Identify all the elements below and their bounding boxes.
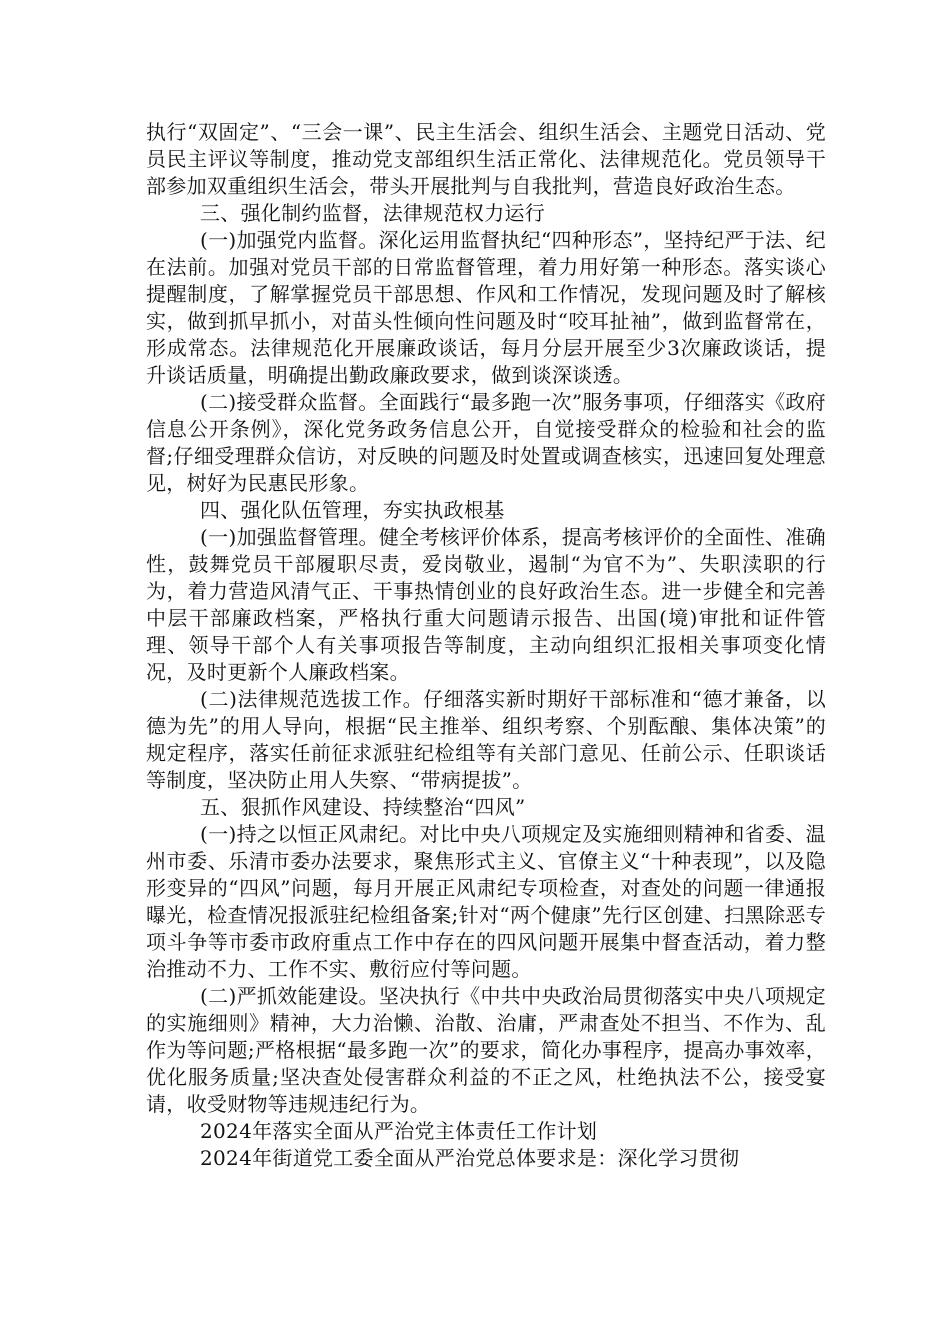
section-heading-supervision: 三、强化制约监督，法律规范权力运行 — [200, 201, 546, 225]
paragraph-2024-requirements: 2024年街道党工委全面从严治党总体要求是：深化学习贯彻 — [200, 1146, 740, 1170]
document-page — [146, 119, 826, 1172]
section-heading-team-management: 四、强化队伍管理，夯实执政根基 — [200, 498, 505, 522]
paragraph-efficiency: (二)严抓效能建设。坚决执行《中共中央政治局贯彻落实中央八项规定的实施细则》精神，大力治懒、治散、治庸，严肃查处不担当、不作为、乱作为等问题;严格根据“最多跑一次”的要求，简化办事程序，提高办事效率，优化服务质量;坚决查处侵害群众利益的不正之风，杜绝执法不公，接受宴请，收受财物等违规违纪行为。 — [146, 984, 826, 1116]
paragraph-organization-life: 执行“双固定”、“三会一课”、民主生活会、组织生活会、主题党日活动、党员民主评议等制度，推动党支部组织生活正常化、法律规范化。党员领导干部参加双重组织生活会，带头开展批判与自我批判，营造良好政治生态。 — [146, 120, 826, 198]
paragraph-internal-supervision: (一)加强党内监督。深化运用监督执纪“四种形态”，坚持纪严于法、纪在法前。加强对党员干部的日常监督管理，着力用好第一种形态。落实谈心提醒制度，了解掌握党员干部思想、作风和工作情况，发现问题及时了解核实，做到抓早抓小，对苗头性倾向性问题及时“咬耳扯袖”，做到监督常在，形成常态。法律规范化开展廉政谈话，每月分层开展至少3次廉政谈话，提升谈话质量，明确提出勤政廉政要求，做到谈深谈透。 — [146, 228, 826, 387]
document-title-2024-plan: 2024年落实全面从严治党主体责任工作计划 — [200, 1119, 598, 1143]
paragraph-discipline: (一)持之以恒正风肃纪。对比中央八项规定及实施细则精神和省委、温州市委、乐清市委办法要求，聚焦形式主义、官僚主义“十种表现”，以及隐形变异的“四风”问题，每月开展正风肃纪专项检查，对查处的问题一律通报曝光，检查情况报派驻纪检组备案;针对“两个健康”先行区创建、扫黑除恶专项斗争等市委市政府重点工作中存在的四风问题开展集中督查活动，着力整治推动不力、工作不实、敷衍应付等问题。 — [146, 822, 826, 981]
paragraph-cadre-selection: (二)法律规范选拔工作。仔细落实新时期好干部标准和“德才兼备，以德为先”的用人导向，根据“民主推举、组织考察、个别酝酿、集体决策”的规定程序，落实任前征求派驻纪检组等有关部门意见、任前公示、任职谈话等制度，坚决防止用人失察、“带病提拔”。 — [146, 687, 826, 792]
section-heading-work-style: 五、狠抓作风建设、持续整治“四风” — [200, 795, 526, 819]
paragraph-oversight-management: (一)加强监督管理。健全考核评价体系，提高考核评价的全面性、准确性，鼓舞党员干部履职尽责，爱岗敬业，遏制“为官不为”、失职渎职的行为，着力营造风清气正、干事热情创业的良好政治生态。进一步健全和完善中层干部廉政档案，严格执行重大问题请示报告、出国(境)审批和证件管理、领导干部个人有关事项报告等制度，主动向组织汇报相关事项变化情况，及时更新个人廉政档案。 — [146, 525, 826, 684]
paragraph-public-supervision: (二)接受群众监督。全面践行“最多跑一次”服务事项，仔细落实《政府信息公开条例》，深化党务政务信息公开，自觉接受群众的检验和社会的监督;仔细受理群众信访，对反映的问题及时处置或调查核实，迅速回复处理意见，树好为民惠民形象。 — [146, 390, 826, 495]
